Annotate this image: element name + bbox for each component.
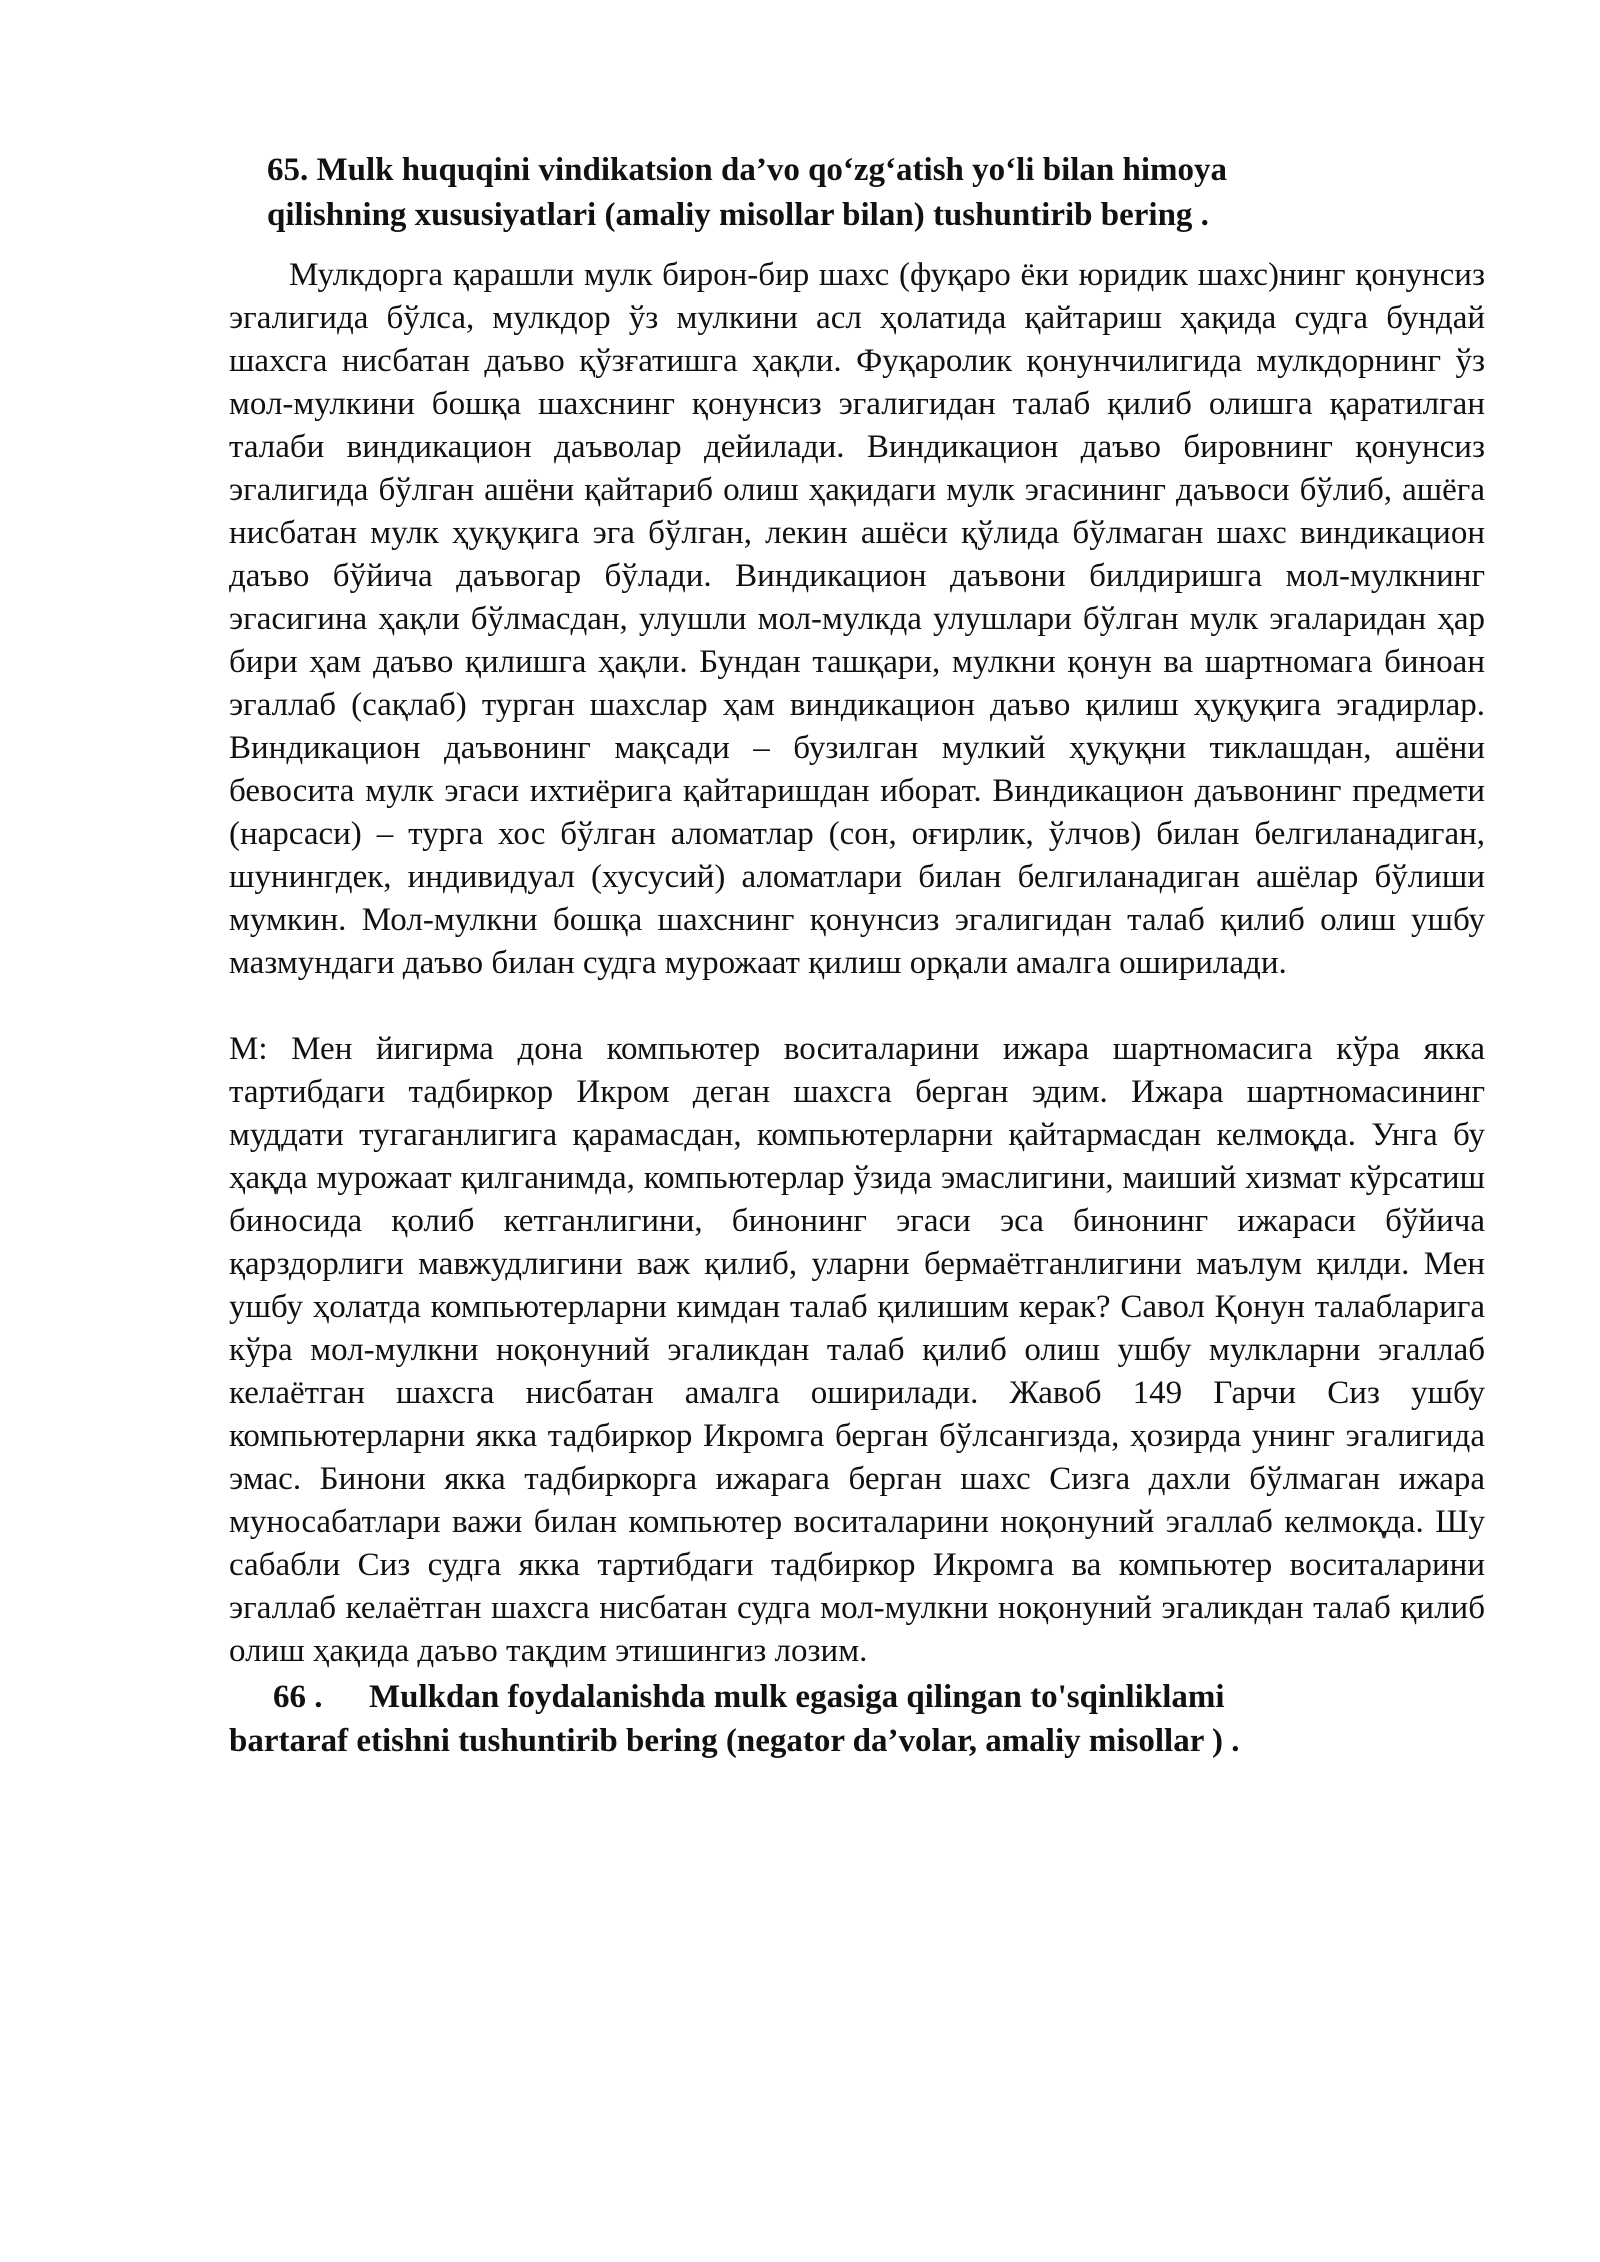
question-65-heading [267,148,1485,238]
question-65-heading-line-1: 65. Mulk huquqini vindikatsion da’vo qo‘zg‘atish yo‘li bilan himoya [267,152,1228,188]
example-paragraph: М: Мен йигирма дона компьютер воситаларини ижара шартномасига кўра якка тартибдаги тадбиркор Икром деган шахсга берган эдим. Ижара шартномасининг муддати тугаганлигига қарамасдан, компьютерларни қайтармасдан келмоқда. Унга бу ҳақда мурожаат қилганимда, компьютерлар ўзида эмаслигини, маиший хизмат кўрсатиш биносида қолиб кетганлигини, бинонинг эгаси эса бинонинг ижараси бўйича қарздорлиги мавжудлигини важ қилиб, уларни бермаётганлигини маълум қилди. Мен ушбу ҳолатда компьютерларни кимдан талаб қилишим керак? Савол Қонун талабларига кўра мол-мулкни ноқонуний эгаликдан талаб қилиб олиш ушбу мулкларни эгаллаб келаётган шахсга нисбатан амалга оширилади. Жавоб 149 Гарчи Сиз ушбу компьютерларни якка тадбиркор Икромга берган бўлсангизда, ҳозирда унинг эгалигида эмас. Бинони якка тадбиркорга ижарага берган шахс Сизга дахли бўлмаган ижара муносабатлари важи билан компьютер воситаларини ноқонуний эгаллаб келмоқда. Шу сабабли Сиз судга якка тартибдаги тадбиркор Икромга ва компьютер воситаларини эгаллаб келаётган шахсга нисбатан судга мол-мулкни ноқонуний эгаликдан талаб қилиб олиш ҳақида даъво тақдим этишингиз лозим. [229,1031,1485,1669]
question-66-heading-line-2: bartaraf etishni tushuntirib bering (negator da’volar, amaliy misollar ) . [229,1723,1240,1759]
definition-paragraph: Мулкдорга қарашли мулк бирон-бир шахс (фуқаро ёки юридик шахс)нинг қонунсиз эгалигида бўлса, мулкдор ўз мулкини асл ҳолатида қайтариш ҳақида судга бундай шахсга нисбатан даъво қўзғатишга ҳақли. Фуқаролик қонунчилигида мулкдорнинг ўз мол-мулкини бошқа шахснинг қонунсиз эгалигидан талаб қилиб олишга қаратилган талаби виндикацион даъволар дейилади. Виндикацион даъво бировнинг қонунсиз эгалигида бўлган ашёни қайтариб олиш ҳақидаги мулк эгасининг даъвоси бўлиб, ашёга нисбатан мулк ҳуқуқига эга бўлган, лекин ашёси қўлида бўлмаган шахс виндикацион даъво бўйича даъвогар бўлади. Виндикацион даъвони билдиришга мол-мулкнинг эгасигина ҳақли бўлмасдан, улушли мол-мулкда улушлари бўлган мулк эгаларидан ҳар бири ҳам даъво қилишга ҳақли. Бундан ташқари, мулкни қонун ва шартномага биноан эгаллаб (сақлаб) турган шахслар ҳам виндикацион даъво қилиш ҳуқуқига эгадирлар. Виндикацион даъвонинг мақсади – бузилган мулкий ҳуқуқни тиклашдан, ашёни бевосита мулк эгаси ихтиёрига қайтаришдан иборат. Виндикацион даъвонинг предмети (нарсаси) – турга хос бўлган аломатлар (сон, оғирлик, ўлчов) билан белгиланадиган, шунингдек, индивидуал (хусусий) аломатлари билан белгиланадиган ашёлар бўлиши мумкин. Мол-мулкни бошқа шахснинг қонунсиз эгалигидан талаб қилиб олиш ушбу мазмундаги даъво билан судга мурожаат қилиш орқали амалга оширилади. [229,257,1485,981]
question-66-number: 66 . [273,1679,323,1715]
question-66-heading-text-1: Mulkdan foydalanishda mulk egasiga qilingan to'sqinliklami [369,1679,1225,1715]
document-content [229,148,1485,1763]
question-66-heading-line-1 [229,1675,1485,1719]
question-65-heading-line-2: qilishning xususiyatlari (amaliy misollar bilan) tushuntirib bering . [267,197,1209,233]
question-66-heading [229,1675,1485,1763]
